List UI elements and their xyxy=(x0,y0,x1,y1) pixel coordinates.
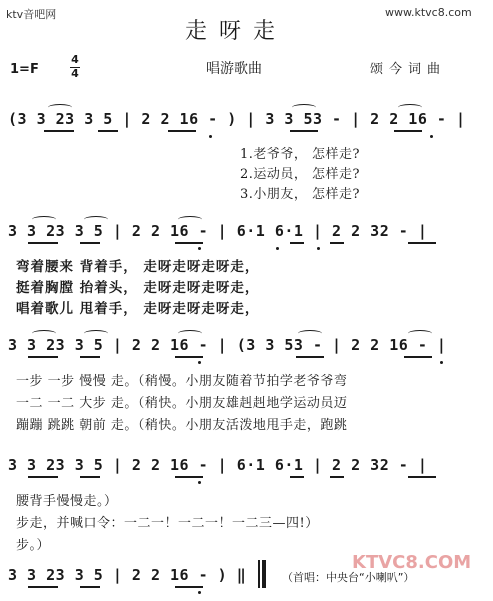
final-barline-thick xyxy=(262,560,266,588)
low-octave-dot xyxy=(209,135,212,138)
song-title: 走呀走 xyxy=(185,19,288,44)
beam-underline xyxy=(80,356,100,358)
low-octave-dot xyxy=(317,247,320,250)
beam-underline xyxy=(80,476,100,478)
beam-underline xyxy=(168,130,196,132)
score-line-1-notes: (3 3 23 3 5 | 2 2 16 - ) | 3 3 53 - | 2 2 16 - | xyxy=(8,110,466,128)
beam-underline xyxy=(28,586,58,588)
verse-1-line-1: 1.老爷爷， 怎样走? xyxy=(240,147,361,162)
verse-3-line-4: 步。） xyxy=(16,538,51,553)
verse-3-line-2: 唱着歌儿 甩着手， 走呀走呀走呀走， xyxy=(16,301,260,317)
beam-underline xyxy=(175,476,203,478)
slur xyxy=(84,330,108,337)
beam-underline xyxy=(28,356,58,358)
slur xyxy=(32,330,56,337)
time-sig-bottom: 4 xyxy=(71,67,79,80)
final-barline-thin xyxy=(258,560,260,588)
beam-underline xyxy=(80,242,100,244)
slur xyxy=(32,216,56,223)
time-sig-top: 4 xyxy=(71,53,79,66)
beam-underline xyxy=(408,242,436,244)
slur xyxy=(292,104,316,111)
beam-underline xyxy=(28,476,58,478)
verse-2-line-2: 挺着胸膛 抬着头， 走呀走呀走呀走， xyxy=(16,280,260,296)
slur xyxy=(84,216,108,223)
slur xyxy=(48,104,72,111)
key-signature: 1=F xyxy=(10,62,39,77)
verse-3-line-1: 3.小朋友， 怎样走? xyxy=(240,187,361,202)
song-subtitle: 唱游歌曲 xyxy=(206,61,262,77)
low-octave-dot xyxy=(440,361,443,364)
beam-underline xyxy=(80,586,100,588)
beam-underline xyxy=(404,356,432,358)
beam-underline xyxy=(175,242,203,244)
beam-underline xyxy=(330,242,344,244)
beam-underline xyxy=(290,242,304,244)
score-line-2-notes: 3 3 23 3 5 | 2 2 16 - | 6·1 6·1 | 2 2 32 - | xyxy=(8,222,428,240)
site-name-left: ktv音吧网 xyxy=(6,8,57,21)
low-octave-dot xyxy=(198,361,201,364)
beam-underline xyxy=(290,476,304,478)
low-octave-dot xyxy=(276,247,279,250)
slur xyxy=(398,104,422,111)
song-credit: 颂今词曲 xyxy=(370,62,447,77)
slur xyxy=(178,216,202,223)
time-signature xyxy=(70,54,80,80)
verse-1-line-2: 弯着腰来 背着手， 走呀走呀走呀走， xyxy=(16,259,260,275)
low-octave-dot xyxy=(198,247,201,250)
beam-underline xyxy=(394,130,422,132)
score-line-5-notes: 3 3 23 3 5 | 2 2 16 - ) ‖ xyxy=(8,566,247,584)
beam-underline xyxy=(330,476,344,478)
beam-underline xyxy=(175,356,203,358)
beam-underline xyxy=(28,242,58,244)
low-octave-dot xyxy=(198,481,201,484)
beam-underline xyxy=(296,356,324,358)
site-url-right[interactable]: www.ktvc8.com xyxy=(385,6,472,19)
beam-underline xyxy=(98,130,118,132)
verse-1-line-4: 腰背手慢慢走。） xyxy=(16,494,118,509)
verse-1-line-3: 一步 一步 慢慢 走。（稍慢。小朋友随着节拍学老爷爷弯 xyxy=(16,374,348,389)
beam-underline xyxy=(175,586,203,588)
low-octave-dot xyxy=(198,591,201,594)
low-octave-dot xyxy=(430,135,433,138)
verse-3-line-3: 蹦蹦 跳跳 朝前 走。（稍快。小朋友活泼地甩手走，跑跳 xyxy=(16,418,348,433)
score-line-4-notes: 3 3 23 3 5 | 2 2 16 - | 6·1 6·1 | 2 2 32 - | xyxy=(8,456,428,474)
slur xyxy=(178,330,202,337)
verse-2-line-4: 步走，并喊口令：一二一！一二一！一二三—四!） xyxy=(16,516,319,531)
score-line-3-notes: 3 3 23 3 5 | 2 2 16 - | (3 3 53 - | 2 2 16 - | xyxy=(8,336,447,354)
singer-credit: （首唱：中央台“小喇叭”） xyxy=(282,571,415,584)
slur xyxy=(408,330,432,337)
beam-underline xyxy=(408,476,436,478)
verse-2-line-1: 2.运动员， 怎样走? xyxy=(240,167,361,182)
watermark-logo: KTVC8.COM xyxy=(352,552,472,573)
slur xyxy=(298,330,322,337)
verse-2-line-3: 一二 一二 大步 走。（稍快。小朋友雄赳赳地学运动员迈 xyxy=(16,396,348,411)
beam-underline xyxy=(44,130,74,132)
beam-underline xyxy=(290,130,318,132)
